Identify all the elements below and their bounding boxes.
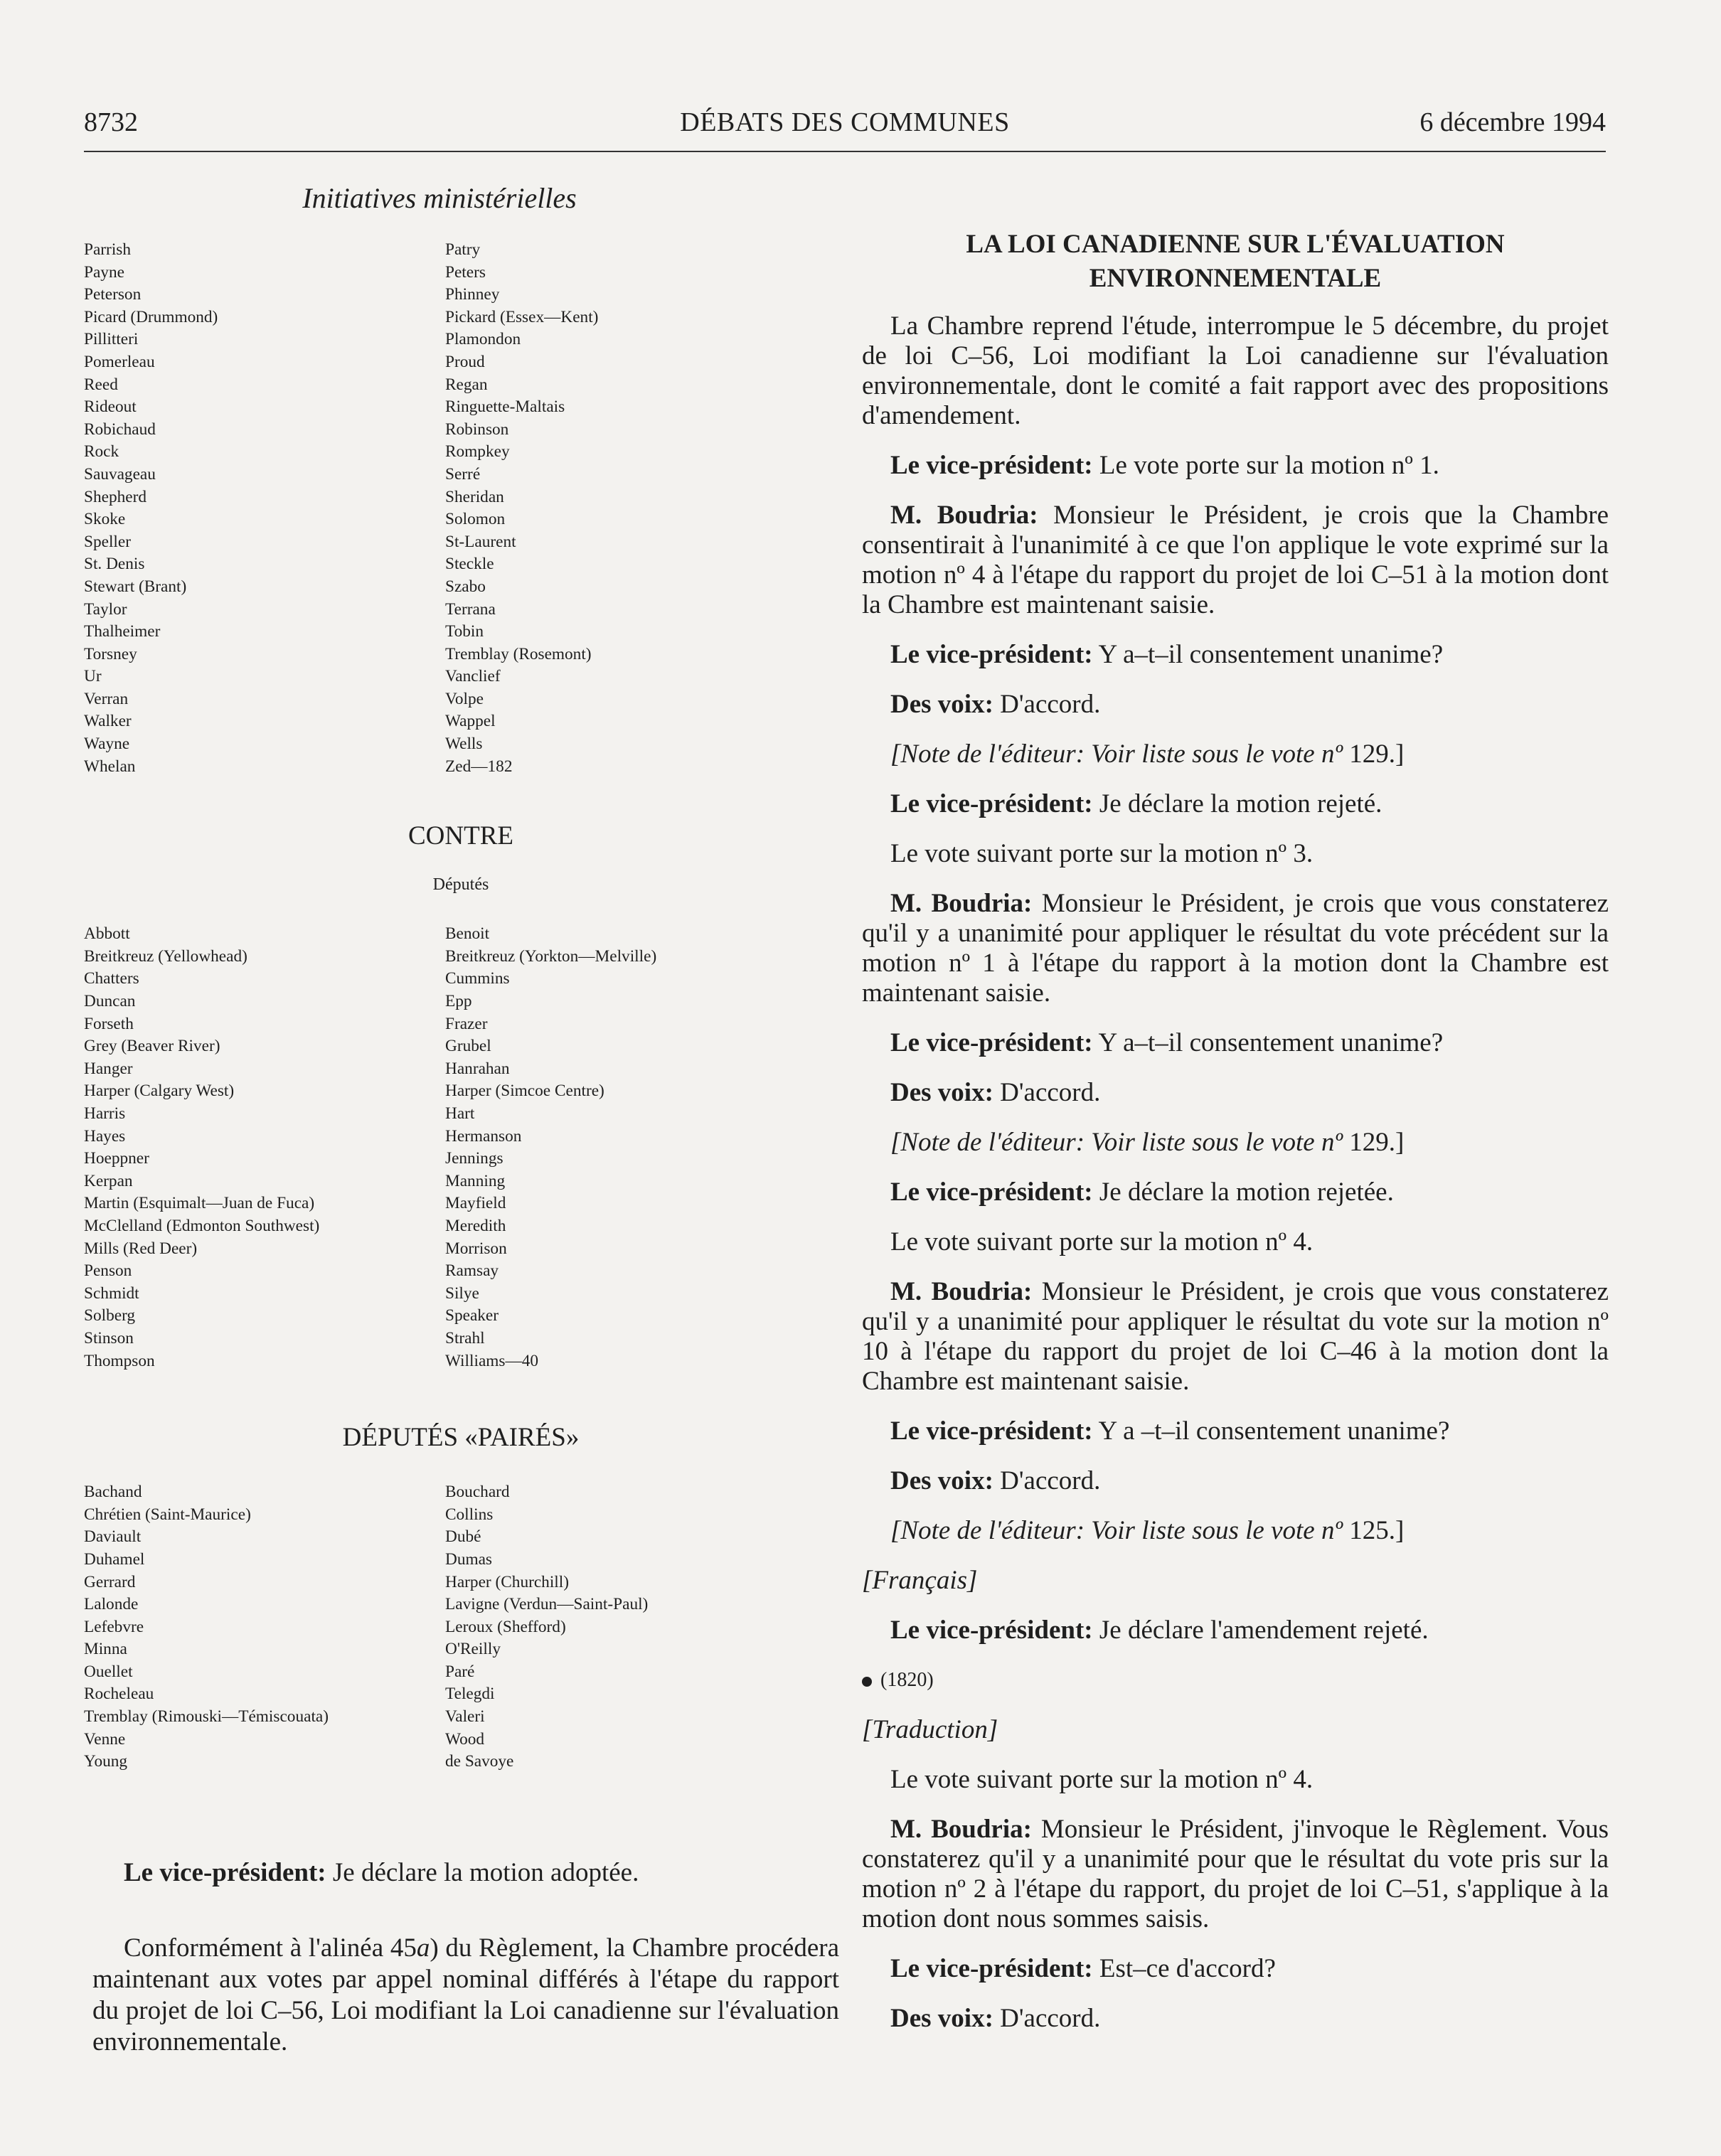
member-name: Silye: [445, 1284, 479, 1303]
member-name: Whelan: [84, 757, 136, 776]
member-name: Lavigne (Verdun—Saint-Paul): [445, 1595, 649, 1614]
deputes-label: Députés: [432, 875, 489, 895]
member-name: Payne: [84, 262, 124, 282]
member-name: Shepherd: [84, 487, 146, 506]
speech-text: Est–ce d'accord?: [1092, 1954, 1276, 1983]
speech-text: Y a–t–il consentement unanime?: [1092, 1028, 1444, 1057]
vote-suivant-4: Le vote suivant porte sur la motion nº 4.: [890, 1227, 1314, 1256]
vp-consent-2: [862, 1028, 1609, 1058]
conform-italic-a: a: [416, 1933, 430, 1963]
member-name: Phinney: [445, 285, 500, 304]
vp-accord: [862, 1954, 1609, 1984]
member-name: Paré: [445, 1662, 475, 1681]
member-name: Lalonde: [84, 1595, 139, 1614]
member-name: Sauvageau: [84, 464, 156, 484]
member-name: Speller: [84, 532, 131, 551]
speech-text: Je déclare la motion rejetée.: [1092, 1178, 1394, 1207]
vp-adoptee: [92, 1857, 839, 1889]
member-name: Wood: [445, 1729, 485, 1749]
member-name: Tremblay (Rosemont): [445, 644, 592, 663]
conform-part-2: ) du Règlement, la Chambre procédera maintenant aux votes par appel nominal différés à l'étape du rapport du projet de loi C–56, Loi modifiant la Loi canadienne sur l'évaluation environnementale.: [92, 1933, 840, 2056]
member-name: Torsney: [84, 644, 137, 663]
speech-text: Je déclare la motion adoptée.: [326, 1858, 639, 1887]
speech-text: Monsieur le Président, je crois que la Chambre consentirait à l'unanimité à ce que l'on applique le vote exprimé sur la motion nº 4 à l'étape du rapport du projet de loi C–51 à la motion dont la Chambre est maintenant saisie.: [862, 501, 1609, 619]
member-name: Walker: [84, 712, 132, 731]
member-name: Minna: [84, 1640, 127, 1659]
member-name: Bachand: [84, 1483, 142, 1502]
member-name: Abbott: [84, 924, 130, 944]
editor-note-3: [862, 1516, 1609, 1546]
boudria-3: [862, 1277, 1609, 1397]
vote-suivant-4b: Le vote suivant porte sur la motion nº 4.: [890, 1765, 1314, 1794]
member-name: Tobin: [445, 622, 484, 641]
speaker-label: M. Boudria:: [890, 889, 1033, 918]
right-column: [862, 228, 1609, 2034]
member-name: St-Laurent: [445, 532, 516, 551]
note-text: [Note de l'éditeur: Voir liste sous le vote nº: [890, 1128, 1343, 1157]
member-name: Williams—40: [445, 1351, 539, 1370]
member-name: Hart: [445, 1104, 475, 1123]
member-name: Stinson: [84, 1328, 134, 1348]
member-name: Lefebvre: [84, 1617, 144, 1636]
speaker-label: Le vice-président:: [890, 451, 1093, 480]
member-name: Zed—182: [445, 757, 513, 776]
member-name: Harper (Churchill): [445, 1572, 570, 1591]
vp-motion-1: [862, 451, 1609, 481]
member-name: Duhamel: [84, 1549, 145, 1569]
note-text: [Note de l'éditeur: Voir liste sous le vote nº: [890, 1516, 1343, 1545]
member-name: Leroux (Shefford): [445, 1617, 566, 1636]
member-name: Ringuette-Maltais: [445, 397, 565, 417]
speaker-label: M. Boudria:: [890, 501, 1038, 530]
member-name: Thompson: [84, 1351, 155, 1370]
member-name: Robinson: [445, 420, 509, 439]
voix-3: [862, 1466, 1609, 1496]
page-number: 8732: [84, 107, 138, 137]
vp-amendement: [862, 1616, 1609, 1645]
member-name: Martin (Esquimalt—Juan de Fuca): [84, 1194, 315, 1213]
note-number: 129.]: [1342, 740, 1405, 769]
speech-text: D'accord.: [993, 1466, 1101, 1495]
member-name: Reed: [84, 375, 118, 394]
member-name: Collins: [445, 1505, 494, 1524]
member-name: Wappel: [445, 712, 496, 731]
member-name: Thalheimer: [84, 622, 161, 641]
speaker-label: Des voix:: [890, 690, 993, 719]
speech-text: Y a–t–il consentement unanime?: [1092, 640, 1444, 669]
member-name: Solberg: [84, 1306, 136, 1325]
member-name: Harris: [84, 1104, 126, 1123]
member-name: Volpe: [445, 689, 484, 708]
member-name: Proud: [445, 352, 485, 371]
member-name: Dumas: [445, 1549, 493, 1569]
conform-text: [92, 1933, 839, 2058]
speech-text: Monsieur le Président, je crois que vous constaterez qu'il y a unanimité pour appliquer le résultat du vote sur la motion nº 10 à l'étape du rapport du projet de loi C–46 à la motion dont la Chambre est maintenant saisie.: [862, 1277, 1609, 1396]
member-name: Chrétien (Saint-Maurice): [84, 1505, 251, 1524]
page-header: [84, 107, 1606, 149]
member-name: Duncan: [84, 992, 136, 1011]
left-column: [84, 181, 838, 1773]
editor-note-1: [862, 740, 1609, 769]
member-name: Tremblay (Rimouski—Témiscouata): [84, 1707, 329, 1727]
member-name: Regan: [445, 375, 488, 394]
member-name: Grey (Beaver River): [84, 1037, 220, 1056]
contre-list: [84, 923, 838, 1372]
member-name: Szabo: [445, 577, 486, 596]
speech-text: D'accord.: [993, 690, 1101, 719]
member-name: Kerpan: [84, 1171, 133, 1190]
voix-2: [862, 1078, 1609, 1108]
member-name: Cummins: [445, 969, 510, 988]
member-name: Pillitteri: [84, 330, 139, 349]
member-name: Solomon: [445, 510, 506, 529]
member-name: Ramsay: [445, 1261, 499, 1281]
boudria-1: [862, 501, 1609, 620]
member-name: Hermanson: [445, 1126, 522, 1146]
member-name: Harper (Simcoe Centre): [445, 1082, 604, 1101]
member-name: Sheridan: [445, 487, 504, 506]
vote-suivant-3: Le vote suivant porte sur la motion nº 3.: [890, 839, 1314, 868]
member-name: Rompkey: [445, 442, 510, 461]
time-marker: [862, 1665, 1609, 1695]
member-name: Pomerleau: [84, 352, 155, 371]
member-name: McClelland (Edmonton Southwest): [84, 1216, 320, 1235]
member-name: Pickard (Essex—Kent): [445, 307, 599, 326]
speaker-label: M. Boudria:: [890, 1277, 1033, 1306]
voix-1: [862, 690, 1609, 720]
speaker-label: Le vice-président:: [124, 1858, 326, 1887]
member-name: Terrana: [445, 599, 496, 619]
member-name: Verran: [84, 689, 129, 708]
member-name: Bouchard: [445, 1483, 510, 1502]
member-name: Peterson: [84, 285, 142, 304]
member-name: Morrison: [445, 1239, 507, 1258]
member-name: Jennings: [445, 1149, 503, 1168]
member-name: Plamondon: [445, 330, 521, 349]
intro-paragraph: La Chambre reprend l'étude, interrompue le 5 décembre, du projet de loi C–56, Loi modifiant la Loi canadienne sur l'évaluation environnementale, dont le comité a fait rapport avec des propositions d'amendement.: [862, 311, 1609, 430]
page-date: 6 décembre 1994: [1419, 107, 1606, 137]
speaker-label: Le vice-président:: [890, 1028, 1093, 1057]
member-name: Telegdi: [445, 1685, 495, 1704]
member-name: Dubé: [445, 1527, 481, 1547]
contre-heading: CONTRE: [408, 821, 513, 851]
editor-note-2: [862, 1128, 1609, 1158]
member-name: Daviault: [84, 1527, 142, 1547]
speaker-label: Le vice-président:: [890, 1178, 1093, 1207]
member-name: Parrish: [84, 240, 132, 259]
member-name: Peters: [445, 262, 486, 282]
member-name: Steckle: [445, 555, 494, 574]
member-name: Stewart (Brant): [84, 577, 187, 596]
member-name: Chatters: [84, 969, 139, 988]
note-text: [Note de l'éditeur: Voir liste sous le vote nº: [890, 740, 1343, 769]
member-name: Young: [84, 1752, 128, 1771]
member-name: Meredith: [445, 1216, 506, 1235]
paires-heading: DÉPUTÉS «PAIRÉS»: [342, 1423, 580, 1453]
member-name: Valeri: [445, 1707, 485, 1727]
paires-list: [84, 1481, 838, 1773]
member-name: Rocheleau: [84, 1685, 154, 1704]
member-name: Hoeppner: [84, 1149, 149, 1168]
member-name: Picard (Drummond): [84, 307, 218, 326]
member-name: Skoke: [84, 510, 126, 529]
member-name: Ouellet: [84, 1662, 133, 1681]
speaker-label: Des voix:: [890, 1466, 993, 1495]
member-name: Epp: [445, 992, 472, 1011]
speech-text: D'accord.: [993, 1078, 1101, 1107]
speaker-label: Le vice-président:: [890, 1616, 1093, 1645]
time-text: (1820): [880, 1669, 934, 1691]
member-name: Wells: [445, 735, 483, 754]
speech-text: Le vote porte sur la motion nº 1.: [1092, 451, 1439, 480]
member-name: Patry: [445, 240, 481, 259]
publication-title: DÉBATS DES COMMUNES: [680, 107, 1010, 137]
member-name: Serré: [445, 464, 481, 484]
bill-title-line2: ENVIRONNEMENTALE: [1089, 264, 1382, 293]
speaker-label: Le vice-président:: [890, 1416, 1093, 1446]
member-name: Taylor: [84, 599, 127, 619]
member-name: St. Denis: [84, 555, 145, 574]
member-name: Forseth: [84, 1014, 134, 1033]
member-name: de Savoye: [445, 1752, 514, 1771]
vp-consent-3: [862, 1416, 1609, 1446]
member-name: Benoit: [445, 924, 490, 944]
boudria-2: [862, 889, 1609, 1008]
member-name: O'Reilly: [445, 1640, 501, 1659]
boudria-4: [862, 1815, 1609, 1934]
left-conform-paragraph: [92, 1933, 839, 2058]
member-name: Wayne: [84, 735, 130, 754]
member-name: Breitkreuz (Yorkton—Melville): [445, 946, 657, 966]
member-name: Hanger: [84, 1059, 133, 1078]
bullet-icon: [862, 1677, 872, 1687]
speaker-label: Des voix:: [890, 1078, 993, 1107]
member-name: Harper (Calgary West): [84, 1082, 235, 1101]
left-vp-paragraph: [92, 1857, 839, 1889]
member-name: Rock: [84, 442, 119, 461]
note-number: 129.]: [1342, 1128, 1405, 1157]
speech-text: Monsieur le Président, j'invoque le Règlement. Vous constaterez qu'il y a unanimité pour que le résultat du vote pris sur la motion nº 2 à l'étape du rapport, du projet de loi C–51, s'applique à la motion dont nous sommes saisis.: [862, 1815, 1609, 1933]
speech-text: D'accord.: [993, 2004, 1101, 2033]
voix-4: [862, 2004, 1609, 2034]
member-name: Rideout: [84, 397, 137, 417]
member-name: Mayfield: [445, 1194, 506, 1213]
member-name: Schmidt: [84, 1284, 139, 1303]
speaker-label: M. Boudria:: [890, 1815, 1032, 1844]
member-name: Robichaud: [84, 420, 156, 439]
section-title: Initiatives ministérielles: [302, 182, 577, 214]
member-name: Frazer: [445, 1014, 488, 1033]
bill-title-line1: LA LOI CANADIENNE SUR L'ÉVALUATION: [966, 230, 1505, 259]
member-name: Grubel: [445, 1037, 491, 1056]
francais-marker: [Français]: [862, 1566, 978, 1595]
member-name: Hanrahan: [445, 1059, 510, 1078]
speaker-label: Le vice-président:: [890, 640, 1093, 669]
member-name: Strahl: [445, 1328, 485, 1348]
speech-text: Je déclare l'amendement rejeté.: [1092, 1616, 1429, 1645]
member-name: Hayes: [84, 1126, 126, 1146]
member-name: Manning: [445, 1171, 506, 1190]
member-name: Penson: [84, 1261, 132, 1281]
speech-text: Monsieur le Président, je crois que vous constaterez qu'il y a unanimité pour appliquer le résultat du vote précédent sur la motion nº 1 à l'étape du rapport à la motion dont la Chambre est maintenant saisie.: [862, 889, 1609, 1008]
member-name: Vanclief: [445, 667, 501, 686]
speaker-label: Des voix:: [890, 2004, 993, 2033]
vp-rejete-1: [862, 789, 1609, 819]
conform-part-1: Conformément à l'alinéa 45: [124, 1933, 417, 1963]
note-number: 125.]: [1342, 1516, 1405, 1545]
speech-text: Y a –t–il consentement unanime?: [1092, 1416, 1450, 1446]
speech-text: Je déclare la motion rejeté.: [1092, 789, 1382, 818]
member-name: Ur: [84, 667, 102, 686]
member-name: Gerrard: [84, 1572, 136, 1591]
member-name: Venne: [84, 1729, 126, 1749]
member-name: Breitkreuz (Yellowhead): [84, 946, 247, 966]
member-name: Mills (Red Deer): [84, 1239, 198, 1258]
speaker-label: Le vice-président:: [890, 789, 1093, 818]
header-rule: [84, 151, 1606, 152]
speaker-label: Le vice-président:: [890, 1954, 1093, 1983]
traduction-marker: [Traduction]: [862, 1715, 998, 1744]
vp-consent-1: [862, 640, 1609, 670]
vp-rejetee-2: [862, 1178, 1609, 1207]
member-name: Speaker: [445, 1306, 499, 1325]
pour-list: [84, 239, 838, 778]
